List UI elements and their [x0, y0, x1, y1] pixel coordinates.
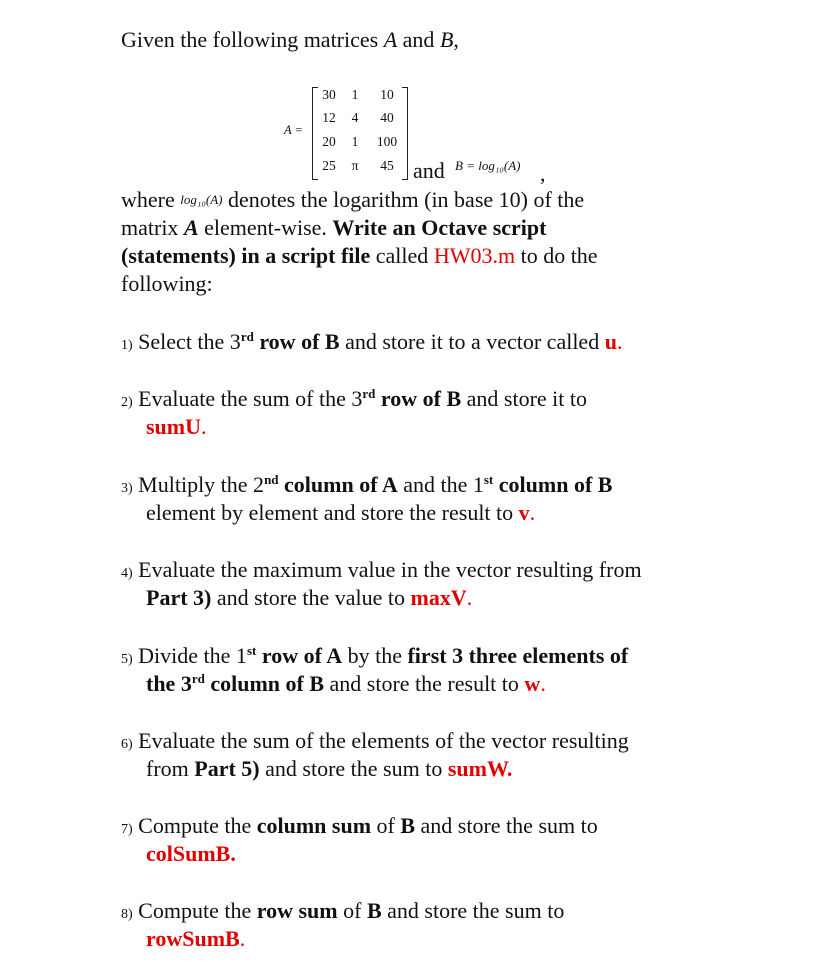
task-number: 1) [121, 338, 133, 353]
intro-text: Given the following matrices [121, 27, 384, 52]
task-text: Compute the [138, 813, 257, 838]
task-punct: . [540, 671, 546, 696]
where-line-1 [121, 186, 584, 214]
matrix-b-expr: B = log₁₀(A) [455, 158, 521, 173]
task-2-line-2 [146, 413, 207, 441]
task-8-line-2 [146, 925, 245, 953]
where-bold: Write an Octave script [332, 215, 547, 240]
task-text: and store the value to [211, 585, 411, 610]
task-number: 4) [121, 566, 133, 581]
matrix-cell: 1 [351, 134, 359, 149]
task-bold: row of B [253, 329, 340, 354]
task-text: of [337, 898, 367, 923]
var-a-bold: A [183, 215, 199, 240]
task-4-line-2 [146, 584, 472, 612]
task-bold: column of B [493, 472, 613, 497]
intro-and: and [397, 27, 440, 52]
task-text: Divide the 1 [138, 643, 247, 668]
task-text: of [371, 813, 401, 838]
task-text: and store the sum to [259, 756, 448, 781]
matrix-cell: 10 [380, 87, 394, 102]
var-rowSumB: rowSumB [146, 926, 240, 951]
matrix-cell: 30 [322, 87, 336, 102]
task-bold: column of B [204, 671, 325, 696]
task-bold: row of A [256, 643, 343, 668]
var-a: A [383, 27, 398, 52]
task-bold: column of A [278, 472, 398, 497]
matrix-cell: 12 [322, 110, 336, 125]
task-text: and store it to a vector called [339, 329, 605, 354]
task-bold: the 3 [146, 671, 192, 696]
var-b: B [439, 27, 454, 52]
matrix-a-label: A = [284, 123, 303, 137]
task-number: 3) [121, 481, 133, 496]
task-3-line-2 [146, 499, 535, 527]
where-bold: (statements) in a script file [121, 243, 371, 268]
matrix-a [312, 85, 408, 181]
task-number: 2) [121, 395, 133, 410]
where-text: denotes the logarithm (in base 10) of the [222, 187, 585, 212]
matrix-cell: 1 [351, 87, 359, 102]
task-punct: . [529, 500, 536, 525]
task-text: by the [342, 643, 408, 668]
var-sumU: sumU [146, 414, 202, 439]
matrix-cell: π [351, 158, 359, 173]
matrix-cell: 25 [322, 158, 336, 173]
where-line-3 [121, 242, 598, 270]
task-bold: B [400, 813, 416, 838]
matrix-b-comma: , [540, 161, 546, 186]
where-text: element-wise. [198, 215, 333, 240]
task-bold: B [366, 898, 382, 923]
script-filename: HW03.m [433, 243, 516, 268]
task-1 [121, 328, 622, 360]
task-text: and store it to [461, 386, 588, 411]
superscript: st [483, 472, 494, 487]
task-number: 7) [121, 822, 133, 837]
where-text: called [370, 243, 434, 268]
task-bold: row sum [256, 898, 338, 923]
task-text: from [146, 756, 195, 781]
var-u: u [604, 329, 617, 354]
task-bold: first 3 three elements of [407, 643, 629, 668]
task-bold: Part 3) [146, 585, 212, 610]
where-line-2 [121, 214, 546, 242]
superscript: rd [191, 671, 205, 686]
task-text: and store the sum to [415, 813, 598, 838]
task-5-line-2 [146, 670, 546, 698]
superscript: nd [264, 472, 279, 487]
var-maxV: maxV [410, 585, 467, 610]
task-punct: . [466, 585, 473, 610]
var-w: w [524, 671, 541, 696]
task-text: Select the 3 [138, 329, 241, 354]
matrix-cell: 20 [322, 134, 336, 149]
log-expr: log₁₀(A) [180, 192, 223, 207]
matrix-cell: 4 [351, 110, 359, 125]
task-punct: . [201, 414, 207, 439]
var-colSumB: colSumB. [146, 841, 236, 866]
where-text: to do the [515, 243, 598, 268]
var-v: v [518, 500, 530, 525]
task-text: Evaluate the maximum value in the vector resulting from [138, 557, 642, 582]
task-text: Compute the [138, 898, 257, 923]
task-text: and the 1 [397, 472, 484, 497]
and-word: and [413, 158, 445, 183]
task-text: Evaluate the sum of the 3 [138, 386, 363, 411]
superscript: rd [362, 386, 376, 401]
task-bold: Part 5) [194, 756, 260, 781]
task-text: and store the result to [324, 671, 525, 696]
task-6-line-2 [146, 755, 512, 783]
task-punct: . [239, 926, 246, 951]
superscript: st [246, 643, 257, 658]
task-bold: row of B [375, 386, 462, 411]
task-number: 5) [121, 652, 133, 667]
task-number: 6) [121, 737, 133, 752]
matrix-cell: 100 [376, 134, 398, 149]
where-line-4: following: [121, 271, 213, 296]
where-text: where [121, 187, 181, 212]
task-number: 8) [121, 907, 133, 922]
task-text: element by element and store the result to [146, 500, 519, 525]
task-bold: column sum [256, 813, 372, 838]
matrix-cell: 45 [380, 158, 394, 173]
var-sumW: sumW. [447, 756, 513, 781]
where-text: matrix [121, 215, 184, 240]
intro-line [121, 26, 459, 54]
task-punct: . [616, 329, 623, 354]
task-7-line-2 [146, 840, 236, 868]
matrix-cell: 40 [380, 110, 394, 125]
task-text: Evaluate the sum of the elements of the vector resulting [138, 728, 629, 753]
intro-comma: , [453, 27, 459, 52]
task-text: Multiply the 2 [138, 472, 265, 497]
task-text: and store the sum to [381, 898, 565, 923]
superscript: rd [240, 329, 254, 344]
